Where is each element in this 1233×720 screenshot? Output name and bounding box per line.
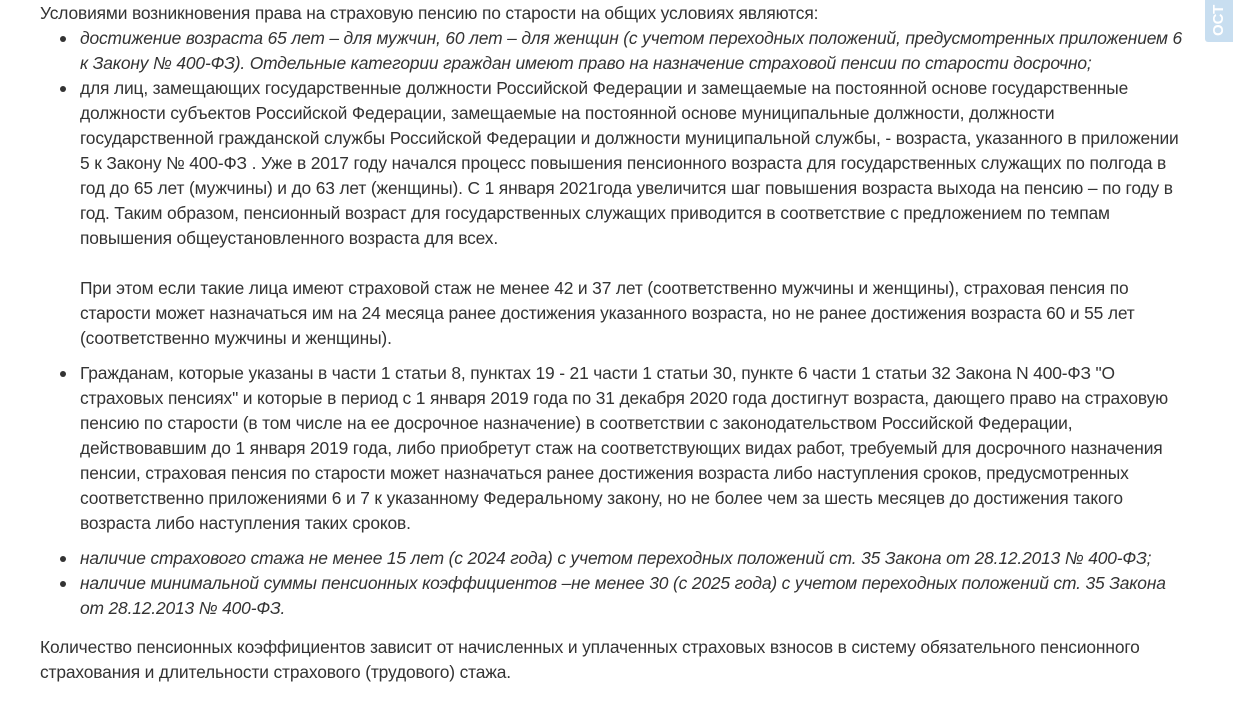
list-gap	[40, 351, 1190, 361]
conditions-list-1	[40, 26, 1190, 351]
side-tab[interactable]	[1205, 0, 1233, 42]
condition-age: достижение возраста 65 лет – для мужчин, 60 лет – для женщин (с учетом переходных положений, предусмотренных приложением 6 к Закону № 400-ФЗ). Отдельные категории граждан имеют право на назначение страховой пенсии по старости досрочно;	[80, 26, 1190, 76]
paragraph-break	[80, 251, 1190, 276]
side-tab-label: ОСТ	[1210, 4, 1227, 36]
condition-civil-servants-note: При этом если такие лица имеют страховой стаж не менее 42 и 37 лет (соответственно мужчины и женщины), страховая пенсия по старости может назначаться им на 24 месяца ранее достижения указанного возраста, но не ранее достижения возраста 60 и 55 лет (соответственно мужчины и женщины).	[80, 278, 1135, 348]
article-body	[40, 0, 1190, 685]
condition-insurance-period: наличие страхового стажа не менее 15 лет (с 2024 года) с учетом переходных положений ст. 35 Закона от 28.12.2013 № 400-ФЗ;	[80, 546, 1190, 571]
intro-paragraph: Условиями возникновения права на страховую пенсию по старости на общих условиях являются:	[40, 3, 819, 23]
outro-paragraph: Количество пенсионных коэффициентов зависит от начисленных и уплаченных страховых взносов в систему обязательного пенсионного страхования и длительности страхового (трудового) стажа.	[40, 637, 1140, 682]
list-gap	[40, 536, 1190, 546]
condition-transition: Гражданам, которые указаны в части 1 статьи 8, пунктах 19 - 21 части 1 статьи 30, пункте 6 части 1 статьи 32 Закона N 400-ФЗ "О страховых пенсиях" и которые в период с 1 января 2019 года по 31 декабря 2020 года достигнут возраста, дающего право на страховую пенсию по старости (в том числе на ее досрочное назначение) в соответствии с законодательством Российской Федерации, действовавшим до 1 января 2019 года, либо приобретут стаж на соответствующих видах работ, требуемый для досрочного назначения пенсии, страховая пенсия по старости может назначаться ранее достижения возраста либо наступления сроков, предусмотренных соответственно приложениями 6 и 7 к указанному Федеральному закону, но не более чем за шесть месяцев до достижения такого возраста либо наступления таких сроков.	[80, 361, 1190, 536]
conditions-list-2	[40, 361, 1190, 536]
condition-civil-servants	[80, 76, 1190, 351]
conditions-list-3	[40, 546, 1190, 621]
condition-pension-coefficients: наличие минимальной суммы пенсионных коэффициентов –не менее 30 (с 2025 года) с учетом переходных положений ст. 35 Закона от 28.12.2013 № 400-ФЗ.	[80, 571, 1190, 621]
condition-civil-servants-text: для лиц, замещающих государственные должности Российской Федерации и замещаемые на постоянной основе государственные должности субъектов Российской Федерации, замещаемые на постоянной основе муниципальные должности, должности государственной гражданской службы Российской Федерации и должности муниципальной службы, - возраста, указанного в приложении 5 к Закону № 400-ФЗ . Уже в 2017 году начался процесс повышения пенсионного возраста для государственных служащих по полгода в год до 65 лет (мужчины) и до 63 лет (женщины). С 1 января 2021года увеличится шаг повышения возраста выхода на пенсию – по году в год. Таким образом, пенсионный возраст для государственных служащих приводится в соответствие с предложением по темпам повышения общеустановленного возраста для всех.	[80, 78, 1179, 248]
